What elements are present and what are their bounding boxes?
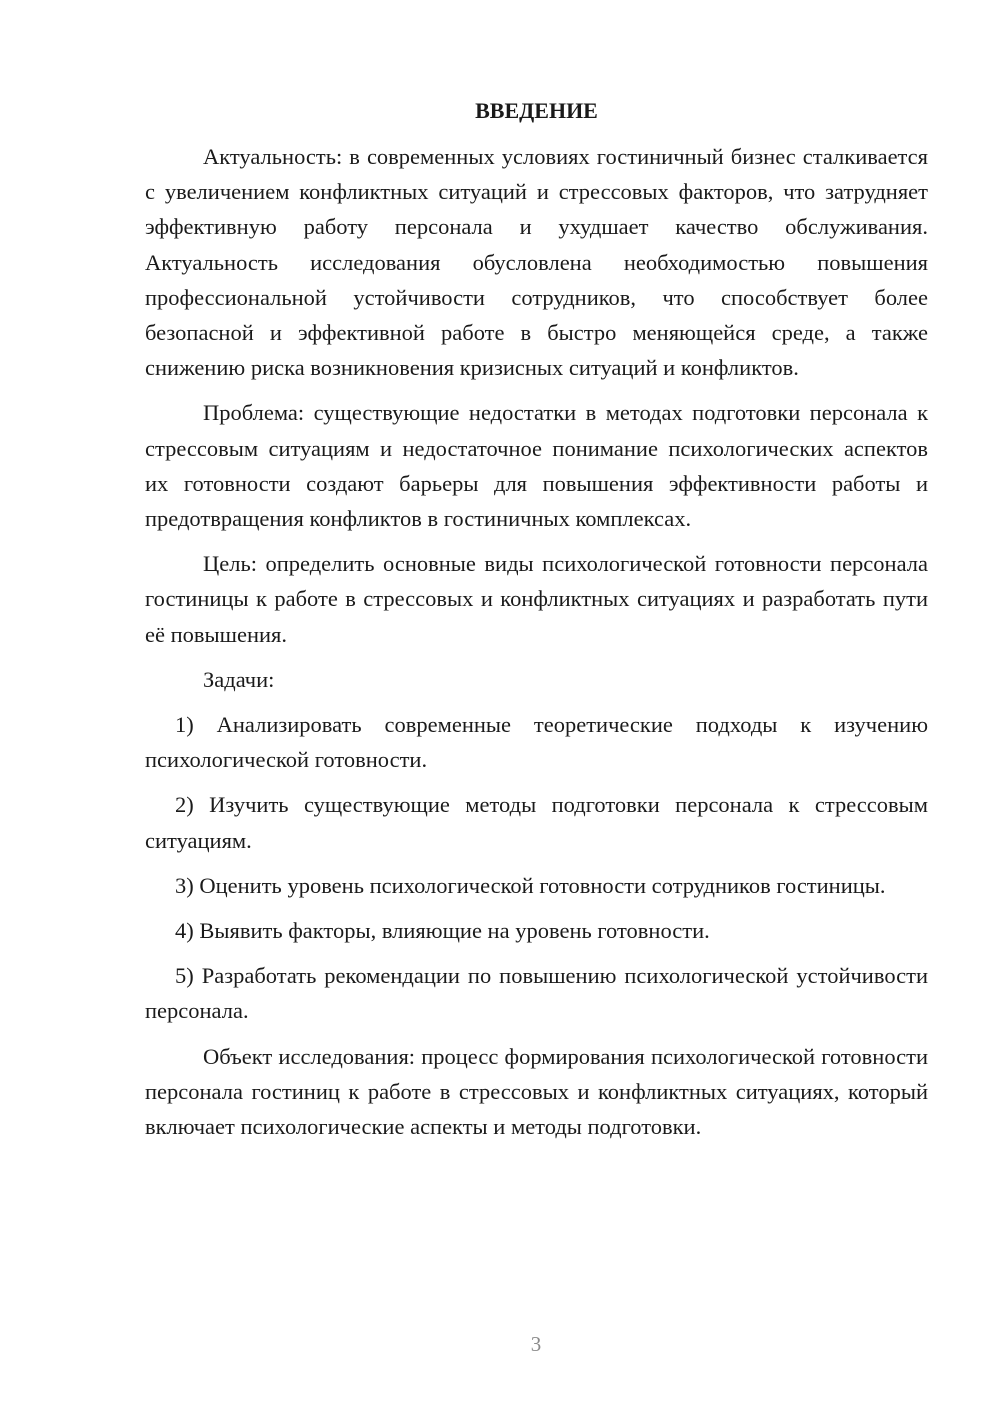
task-item-5: 5) Разработать рекомендации по повышению психологической устойчивости персонала. xyxy=(145,963,928,1024)
task-item-1: 1) Анализировать современные теоретические подходы к изучению психологической готовности. xyxy=(145,712,928,773)
page-number: 3 xyxy=(530,1332,542,1356)
paragraph-relevance: Актуальность: в современных условиях гостиничный бизнес сталкивается с увеличением конфликтных ситуаций и стрессовых факторов, что затрудняет эффективную работу персонала и ухудшает качество обслуживания. Актуальность исследования обусловлена необходимостью повышения профессиональной устойчивости сотрудников, что способствует более безопасной и эффективной работе в быстро меняющейся среде, а также снижению риска возникновения кризисных ситуаций и конфликтов. xyxy=(145,144,928,381)
paragraph-problem: Проблема: существующие недостатки в методах подготовки персонала к стрессовым ситуациям и недостаточное понимание психологических аспектов их готовности создают барьеры для повышения эффективности работы и предотвращения конфликтов в гостиничных комплексах. xyxy=(145,400,928,532)
paragraph-object: Объект исследования: процесс формирования психологической готовности персонала гостиниц к работе в стрессовых и конфликтных ситуациях, который включает психологические аспекты и методы подготовки. xyxy=(145,1043,928,1140)
document-page xyxy=(145,96,928,1154)
tasks-label: Задачи: xyxy=(203,666,275,692)
section-title: ВВЕДЕНИЕ xyxy=(475,98,598,123)
task-item-2: 2) Изучить существующие методы подготовки персонала к стрессовым ситуациям. xyxy=(145,792,928,853)
task-item-3: 3) Оценить уровень психологической готовности сотрудников гостиницы. xyxy=(175,872,886,898)
task-item-4: 4) Выявить факторы, влияющие на уровень готовности. xyxy=(175,918,710,944)
paragraph-goal: Цель: определить основные виды психологической готовности персонала гостиницы к работе в стрессовых и конфликтных ситуациях и разработать пути её повышения. xyxy=(145,551,928,647)
